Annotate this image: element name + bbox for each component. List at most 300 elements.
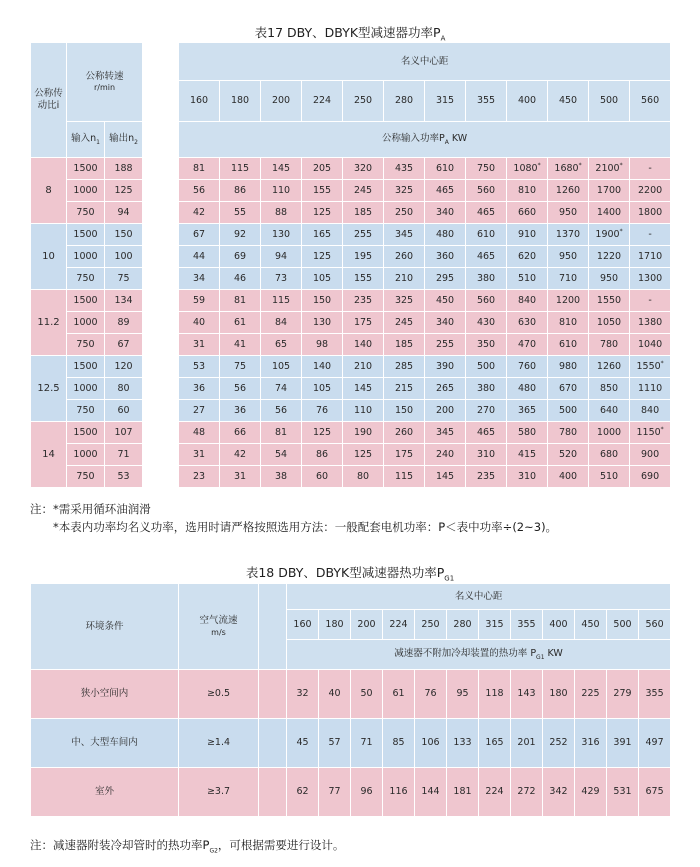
thermal-power-cell: 316 bbox=[575, 719, 607, 768]
output-speed-cell: 60 bbox=[105, 400, 143, 422]
power-cell: 130 bbox=[261, 224, 302, 246]
speed-header: 公称转速 r/min bbox=[67, 43, 143, 122]
thermal-power-cell: 71 bbox=[351, 719, 383, 768]
power-cell: 850 bbox=[589, 378, 630, 400]
power-cell: 710 bbox=[548, 268, 589, 290]
thermal-power-cell: 116 bbox=[383, 768, 415, 817]
power-cell: 380 bbox=[466, 378, 507, 400]
distance-cell: 180 bbox=[319, 610, 351, 640]
distance-cell: 200 bbox=[261, 81, 302, 122]
power-cell: 340 bbox=[425, 312, 466, 334]
distance-cell: 250 bbox=[343, 81, 384, 122]
distance-cell: 400 bbox=[543, 610, 575, 640]
distance-cell: 355 bbox=[511, 610, 543, 640]
power-cell: 185 bbox=[343, 202, 384, 224]
power-cell: 215 bbox=[384, 378, 425, 400]
power-cell: 150 bbox=[302, 290, 343, 312]
note-star: 注：*需采用循环油润滑 bbox=[30, 502, 151, 516]
power-cell: 320 bbox=[343, 158, 384, 180]
power-cell: 86 bbox=[302, 444, 343, 466]
power-cell: 34 bbox=[179, 268, 220, 290]
power-header: 公称输入功率$P_A$ KW bbox=[179, 122, 671, 158]
table-row bbox=[31, 768, 671, 817]
power-cell: 255 bbox=[425, 334, 466, 356]
power-cell: 900 bbox=[630, 444, 671, 466]
power-cell: 630 bbox=[507, 312, 548, 334]
power-cell: 36 bbox=[220, 400, 261, 422]
ratio-cell: 8 bbox=[31, 158, 67, 224]
thermal-power-cell: 675 bbox=[639, 768, 671, 817]
power-cell: 80 bbox=[343, 466, 384, 488]
power-cell: 1050 bbox=[589, 312, 630, 334]
table-row bbox=[31, 422, 671, 444]
thermal-power-cell: 40 bbox=[319, 670, 351, 719]
table-row bbox=[31, 312, 671, 334]
power-cell: 48 bbox=[179, 422, 220, 444]
thermal-power-cell: 118 bbox=[479, 670, 511, 719]
table17-title: 表17 DBY、DBYK型减速器功率$P_A$ bbox=[254, 25, 446, 43]
output-speed-cell: 125 bbox=[105, 180, 143, 202]
power-cell: 510 bbox=[507, 268, 548, 290]
power-cell: 340 bbox=[425, 202, 466, 224]
thermal-power-cell: 429 bbox=[575, 768, 607, 817]
thermal-power-cell: 355 bbox=[639, 670, 671, 719]
distance-cell: 450 bbox=[548, 81, 589, 122]
power-cell: 88 bbox=[261, 202, 302, 224]
power-cell: 285 bbox=[384, 356, 425, 378]
ratio-header: 公称传动比i bbox=[31, 43, 67, 158]
power-cell: - bbox=[630, 290, 671, 312]
power-cell: 1380 bbox=[630, 312, 671, 334]
power-cell: 56 bbox=[220, 378, 261, 400]
power-cell: 1900* bbox=[589, 224, 630, 246]
power-cell: 145 bbox=[343, 378, 384, 400]
thermal-power-cell: 62 bbox=[287, 768, 319, 817]
power-cell: 86 bbox=[220, 180, 261, 202]
power-cell: 165 bbox=[302, 224, 343, 246]
input-speed-cell: 750 bbox=[67, 400, 105, 422]
power-cell: 500 bbox=[548, 400, 589, 422]
output-speed-cell: 67 bbox=[105, 334, 143, 356]
power-cell: 175 bbox=[343, 312, 384, 334]
power-cell: 1680* bbox=[548, 158, 589, 180]
power-cell: 175 bbox=[384, 444, 425, 466]
distance-cell: 450 bbox=[575, 610, 607, 640]
thermal-power-cell: 224 bbox=[479, 768, 511, 817]
power-cell: 325 bbox=[384, 180, 425, 202]
power-cell: 84 bbox=[261, 312, 302, 334]
thermal-power-cell: 201 bbox=[511, 719, 543, 768]
power-cell: 435 bbox=[384, 158, 425, 180]
power-cell: 1000 bbox=[589, 422, 630, 444]
power-cell: 480 bbox=[507, 378, 548, 400]
power-cell: 65 bbox=[261, 334, 302, 356]
power-cell: 42 bbox=[220, 444, 261, 466]
power-cell: 53 bbox=[179, 356, 220, 378]
power-cell: 1710 bbox=[630, 246, 671, 268]
ratio-cell: 12.5 bbox=[31, 356, 67, 422]
power-cell: 23 bbox=[179, 466, 220, 488]
power-cell: 465 bbox=[466, 246, 507, 268]
output-speed-cell: 107 bbox=[105, 422, 143, 444]
thermal-power-cell: 85 bbox=[383, 719, 415, 768]
power-cell: 125 bbox=[302, 202, 343, 224]
output-speed-cell: 188 bbox=[105, 158, 143, 180]
table18 bbox=[30, 583, 671, 817]
thermal-power-cell: 143 bbox=[511, 670, 543, 719]
distance-cell: 200 bbox=[351, 610, 383, 640]
power-cell: - bbox=[630, 224, 671, 246]
table-row bbox=[31, 224, 671, 246]
center-distance-header: 名义中心距 bbox=[179, 43, 671, 81]
power-cell: - bbox=[630, 158, 671, 180]
environment-header: 环境条件 bbox=[31, 584, 179, 670]
note-cooling: 注：减速器附装冷却管时的热功率$P_{G2}$，可根据需要进行设计。 bbox=[30, 838, 345, 855]
environment-cell: 室外 bbox=[31, 768, 179, 817]
power-cell: 185 bbox=[384, 334, 425, 356]
power-cell: 265 bbox=[425, 378, 466, 400]
power-cell: 60 bbox=[302, 466, 343, 488]
input-speed-cell: 1500 bbox=[67, 356, 105, 378]
power-cell: 245 bbox=[384, 312, 425, 334]
thermal-power-cell: 272 bbox=[511, 768, 543, 817]
power-cell: 210 bbox=[384, 268, 425, 290]
power-cell: 1040 bbox=[630, 334, 671, 356]
table-row bbox=[31, 378, 671, 400]
power-cell: 125 bbox=[343, 444, 384, 466]
power-cell: 155 bbox=[302, 180, 343, 202]
distance-cell: 500 bbox=[607, 610, 639, 640]
power-cell: 1080* bbox=[507, 158, 548, 180]
power-cell: 500 bbox=[466, 356, 507, 378]
power-cell: 1550* bbox=[630, 356, 671, 378]
distance-cell: 315 bbox=[425, 81, 466, 122]
distance-cell: 160 bbox=[287, 610, 319, 640]
power-cell: 560 bbox=[466, 290, 507, 312]
power-cell: 31 bbox=[179, 334, 220, 356]
input-speed-cell: 1500 bbox=[67, 158, 105, 180]
power-cell: 125 bbox=[302, 422, 343, 444]
table-row bbox=[31, 268, 671, 290]
power-cell: 74 bbox=[261, 378, 302, 400]
power-cell: 31 bbox=[220, 466, 261, 488]
power-cell: 780 bbox=[548, 422, 589, 444]
table-row bbox=[31, 202, 671, 224]
distance-cell: 400 bbox=[507, 81, 548, 122]
power-cell: 760 bbox=[507, 356, 548, 378]
power-cell: 345 bbox=[384, 224, 425, 246]
output-speed-cell: 80 bbox=[105, 378, 143, 400]
power-cell: 1300 bbox=[630, 268, 671, 290]
power-cell: 1550 bbox=[589, 290, 630, 312]
power-cell: 1400 bbox=[589, 202, 630, 224]
input-speed-cell: 1000 bbox=[67, 378, 105, 400]
input-speed-cell: 1000 bbox=[67, 246, 105, 268]
power-cell: 670 bbox=[548, 378, 589, 400]
power-cell: 810 bbox=[548, 312, 589, 334]
power-cell: 140 bbox=[343, 334, 384, 356]
air-speed-header: 空气流速 m/s bbox=[179, 584, 259, 670]
power-cell: 2100* bbox=[589, 158, 630, 180]
table-row bbox=[31, 290, 671, 312]
distance-cell: 160 bbox=[179, 81, 220, 122]
power-cell: 520 bbox=[548, 444, 589, 466]
output-speed-cell: 89 bbox=[105, 312, 143, 334]
header-gap bbox=[143, 43, 179, 81]
power-cell: 235 bbox=[466, 466, 507, 488]
thermal-power-cell: 61 bbox=[383, 670, 415, 719]
table-row bbox=[31, 670, 671, 719]
power-cell: 110 bbox=[261, 180, 302, 202]
power-cell: 56 bbox=[179, 180, 220, 202]
distance-cell: 560 bbox=[639, 610, 671, 640]
power-cell: 580 bbox=[507, 422, 548, 444]
power-cell: 310 bbox=[466, 444, 507, 466]
power-cell: 38 bbox=[261, 466, 302, 488]
power-cell: 81 bbox=[220, 290, 261, 312]
power-cell: 98 bbox=[302, 334, 343, 356]
note-power: *本表内功率均名义功率，选用时请严格按照选用方法：一般配套电机功率：P＜表中功率÷(2~3)。 bbox=[53, 520, 558, 534]
table-row bbox=[31, 246, 671, 268]
thermal-power-cell: 144 bbox=[415, 768, 447, 817]
power-cell: 260 bbox=[384, 246, 425, 268]
power-cell: 620 bbox=[507, 246, 548, 268]
power-cell: 255 bbox=[343, 224, 384, 246]
power-cell: 810 bbox=[507, 180, 548, 202]
power-cell: 1150* bbox=[630, 422, 671, 444]
power-cell: 465 bbox=[425, 180, 466, 202]
power-cell: 27 bbox=[179, 400, 220, 422]
thermal-power-cell: 76 bbox=[415, 670, 447, 719]
power-cell: 130 bbox=[302, 312, 343, 334]
power-cell: 150 bbox=[384, 400, 425, 422]
power-cell: 125 bbox=[302, 246, 343, 268]
thermal-power-cell: 252 bbox=[543, 719, 575, 768]
power-cell: 480 bbox=[425, 224, 466, 246]
thermal-power-cell: 342 bbox=[543, 768, 575, 817]
power-cell: 105 bbox=[261, 356, 302, 378]
power-cell: 205 bbox=[302, 158, 343, 180]
power-cell: 430 bbox=[466, 312, 507, 334]
power-cell: 295 bbox=[425, 268, 466, 290]
thermal-power-cell: 95 bbox=[447, 670, 479, 719]
input-speed-header: 输入$n_1$ bbox=[67, 122, 105, 158]
table-row bbox=[31, 400, 671, 422]
power-cell: 73 bbox=[261, 268, 302, 290]
table-row bbox=[31, 719, 671, 768]
power-cell: 44 bbox=[179, 246, 220, 268]
power-cell: 42 bbox=[179, 202, 220, 224]
power-cell: 105 bbox=[302, 378, 343, 400]
power-cell: 69 bbox=[220, 246, 261, 268]
power-cell: 680 bbox=[589, 444, 630, 466]
power-cell: 245 bbox=[343, 180, 384, 202]
table-row bbox=[31, 466, 671, 488]
power-cell: 690 bbox=[630, 466, 671, 488]
output-speed-cell: 94 bbox=[105, 202, 143, 224]
thermal-power-cell: 45 bbox=[287, 719, 319, 768]
power-cell: 325 bbox=[384, 290, 425, 312]
air-speed-cell: ≥1.4 bbox=[179, 719, 259, 768]
output-speed-cell: 120 bbox=[105, 356, 143, 378]
power-cell: 1260 bbox=[589, 356, 630, 378]
power-cell: 980 bbox=[548, 356, 589, 378]
table17 bbox=[30, 42, 671, 488]
power-cell: 61 bbox=[220, 312, 261, 334]
power-cell: 240 bbox=[425, 444, 466, 466]
thermal-power-cell: 531 bbox=[607, 768, 639, 817]
power-cell: 365 bbox=[507, 400, 548, 422]
power-cell: 950 bbox=[589, 268, 630, 290]
input-speed-cell: 1500 bbox=[67, 224, 105, 246]
thermal-power-header: 减速器不附加冷却装置的热功率 $P_{G1}$ KW bbox=[287, 640, 671, 670]
power-cell: 46 bbox=[220, 268, 261, 290]
power-cell: 260 bbox=[384, 422, 425, 444]
power-cell: 94 bbox=[261, 246, 302, 268]
output-speed-header: 输出$n_2$ bbox=[105, 122, 143, 158]
power-cell: 510 bbox=[589, 466, 630, 488]
input-speed-cell: 750 bbox=[67, 202, 105, 224]
power-cell: 910 bbox=[507, 224, 548, 246]
power-cell: 115 bbox=[261, 290, 302, 312]
ratio-cell: 14 bbox=[31, 422, 67, 488]
power-cell: 1800 bbox=[630, 202, 671, 224]
thermal-power-cell: 96 bbox=[351, 768, 383, 817]
power-cell: 190 bbox=[343, 422, 384, 444]
power-cell: 640 bbox=[589, 400, 630, 422]
thermal-power-cell: 181 bbox=[447, 768, 479, 817]
air-speed-cell: ≥3.7 bbox=[179, 768, 259, 817]
power-cell: 31 bbox=[179, 444, 220, 466]
power-cell: 40 bbox=[179, 312, 220, 334]
power-cell: 1260 bbox=[548, 180, 589, 202]
power-cell: 59 bbox=[179, 290, 220, 312]
power-cell: 270 bbox=[466, 400, 507, 422]
power-cell: 55 bbox=[220, 202, 261, 224]
power-cell: 1220 bbox=[589, 246, 630, 268]
ratio-cell: 10 bbox=[31, 224, 67, 290]
power-cell: 54 bbox=[261, 444, 302, 466]
power-cell: 450 bbox=[425, 290, 466, 312]
thermal-power-cell: 50 bbox=[351, 670, 383, 719]
power-cell: 840 bbox=[507, 290, 548, 312]
power-cell: 840 bbox=[630, 400, 671, 422]
power-cell: 250 bbox=[384, 202, 425, 224]
power-cell: 81 bbox=[179, 158, 220, 180]
output-speed-cell: 71 bbox=[105, 444, 143, 466]
input-speed-cell: 1000 bbox=[67, 312, 105, 334]
power-cell: 67 bbox=[179, 224, 220, 246]
input-speed-cell: 1000 bbox=[67, 180, 105, 202]
thermal-power-cell: 225 bbox=[575, 670, 607, 719]
input-speed-cell: 750 bbox=[67, 466, 105, 488]
power-cell: 1200 bbox=[548, 290, 589, 312]
distance-cell: 250 bbox=[415, 610, 447, 640]
input-speed-cell: 750 bbox=[67, 334, 105, 356]
power-cell: 1370 bbox=[548, 224, 589, 246]
power-cell: 56 bbox=[261, 400, 302, 422]
table-row bbox=[31, 158, 671, 180]
input-speed-cell: 1500 bbox=[67, 422, 105, 444]
table-row bbox=[31, 334, 671, 356]
input-speed-cell: 750 bbox=[67, 268, 105, 290]
thermal-power-cell: 279 bbox=[607, 670, 639, 719]
power-cell: 310 bbox=[507, 466, 548, 488]
power-cell: 360 bbox=[425, 246, 466, 268]
output-speed-cell: 150 bbox=[105, 224, 143, 246]
output-speed-cell: 75 bbox=[105, 268, 143, 290]
power-cell: 92 bbox=[220, 224, 261, 246]
power-cell: 465 bbox=[466, 422, 507, 444]
power-cell: 780 bbox=[589, 334, 630, 356]
power-cell: 105 bbox=[302, 268, 343, 290]
power-cell: 76 bbox=[302, 400, 343, 422]
power-cell: 610 bbox=[548, 334, 589, 356]
distance-cell: 280 bbox=[447, 610, 479, 640]
t17-header-row-3 bbox=[31, 122, 671, 158]
power-cell: 155 bbox=[343, 268, 384, 290]
power-cell: 2200 bbox=[630, 180, 671, 202]
power-cell: 1700 bbox=[589, 180, 630, 202]
table18-title: 表18 DBY、DBYK型减速器热功率$P_{G1}$ bbox=[245, 565, 455, 583]
thermal-power-cell: 497 bbox=[639, 719, 671, 768]
power-cell: 140 bbox=[302, 356, 343, 378]
power-cell: 145 bbox=[261, 158, 302, 180]
input-speed-cell: 1000 bbox=[67, 444, 105, 466]
power-cell: 210 bbox=[343, 356, 384, 378]
thermal-power-cell: 165 bbox=[479, 719, 511, 768]
table-row bbox=[31, 180, 671, 202]
t18-header-row-1 bbox=[31, 584, 671, 610]
thermal-power-cell: 32 bbox=[287, 670, 319, 719]
table-row bbox=[31, 444, 671, 466]
power-cell: 390 bbox=[425, 356, 466, 378]
power-cell: 350 bbox=[466, 334, 507, 356]
power-cell: 235 bbox=[343, 290, 384, 312]
power-cell: 400 bbox=[548, 466, 589, 488]
thermal-power-cell: 57 bbox=[319, 719, 351, 768]
ratio-cell: 11.2 bbox=[31, 290, 67, 356]
air-speed-cell: ≥0.5 bbox=[179, 670, 259, 719]
distance-cell: 180 bbox=[220, 81, 261, 122]
output-speed-cell: 100 bbox=[105, 246, 143, 268]
power-cell: 610 bbox=[425, 158, 466, 180]
input-speed-cell: 1500 bbox=[67, 290, 105, 312]
thermal-power-cell: 133 bbox=[447, 719, 479, 768]
thermal-power-cell: 391 bbox=[607, 719, 639, 768]
distance-cell: 280 bbox=[384, 81, 425, 122]
power-cell: 660 bbox=[507, 202, 548, 224]
power-cell: 115 bbox=[384, 466, 425, 488]
power-cell: 75 bbox=[220, 356, 261, 378]
power-cell: 345 bbox=[425, 422, 466, 444]
distance-cell: 560 bbox=[630, 81, 671, 122]
power-cell: 560 bbox=[466, 180, 507, 202]
power-cell: 36 bbox=[179, 378, 220, 400]
power-cell: 66 bbox=[220, 422, 261, 444]
distance-cell: 224 bbox=[383, 610, 415, 640]
power-cell: 470 bbox=[507, 334, 548, 356]
thermal-power-cell: 77 bbox=[319, 768, 351, 817]
power-cell: 415 bbox=[507, 444, 548, 466]
power-cell: 195 bbox=[343, 246, 384, 268]
power-cell: 950 bbox=[548, 202, 589, 224]
distance-cell: 315 bbox=[479, 610, 511, 640]
distance-cell: 355 bbox=[466, 81, 507, 122]
distance-cell: 500 bbox=[589, 81, 630, 122]
power-cell: 610 bbox=[466, 224, 507, 246]
thermal-power-cell: 180 bbox=[543, 670, 575, 719]
